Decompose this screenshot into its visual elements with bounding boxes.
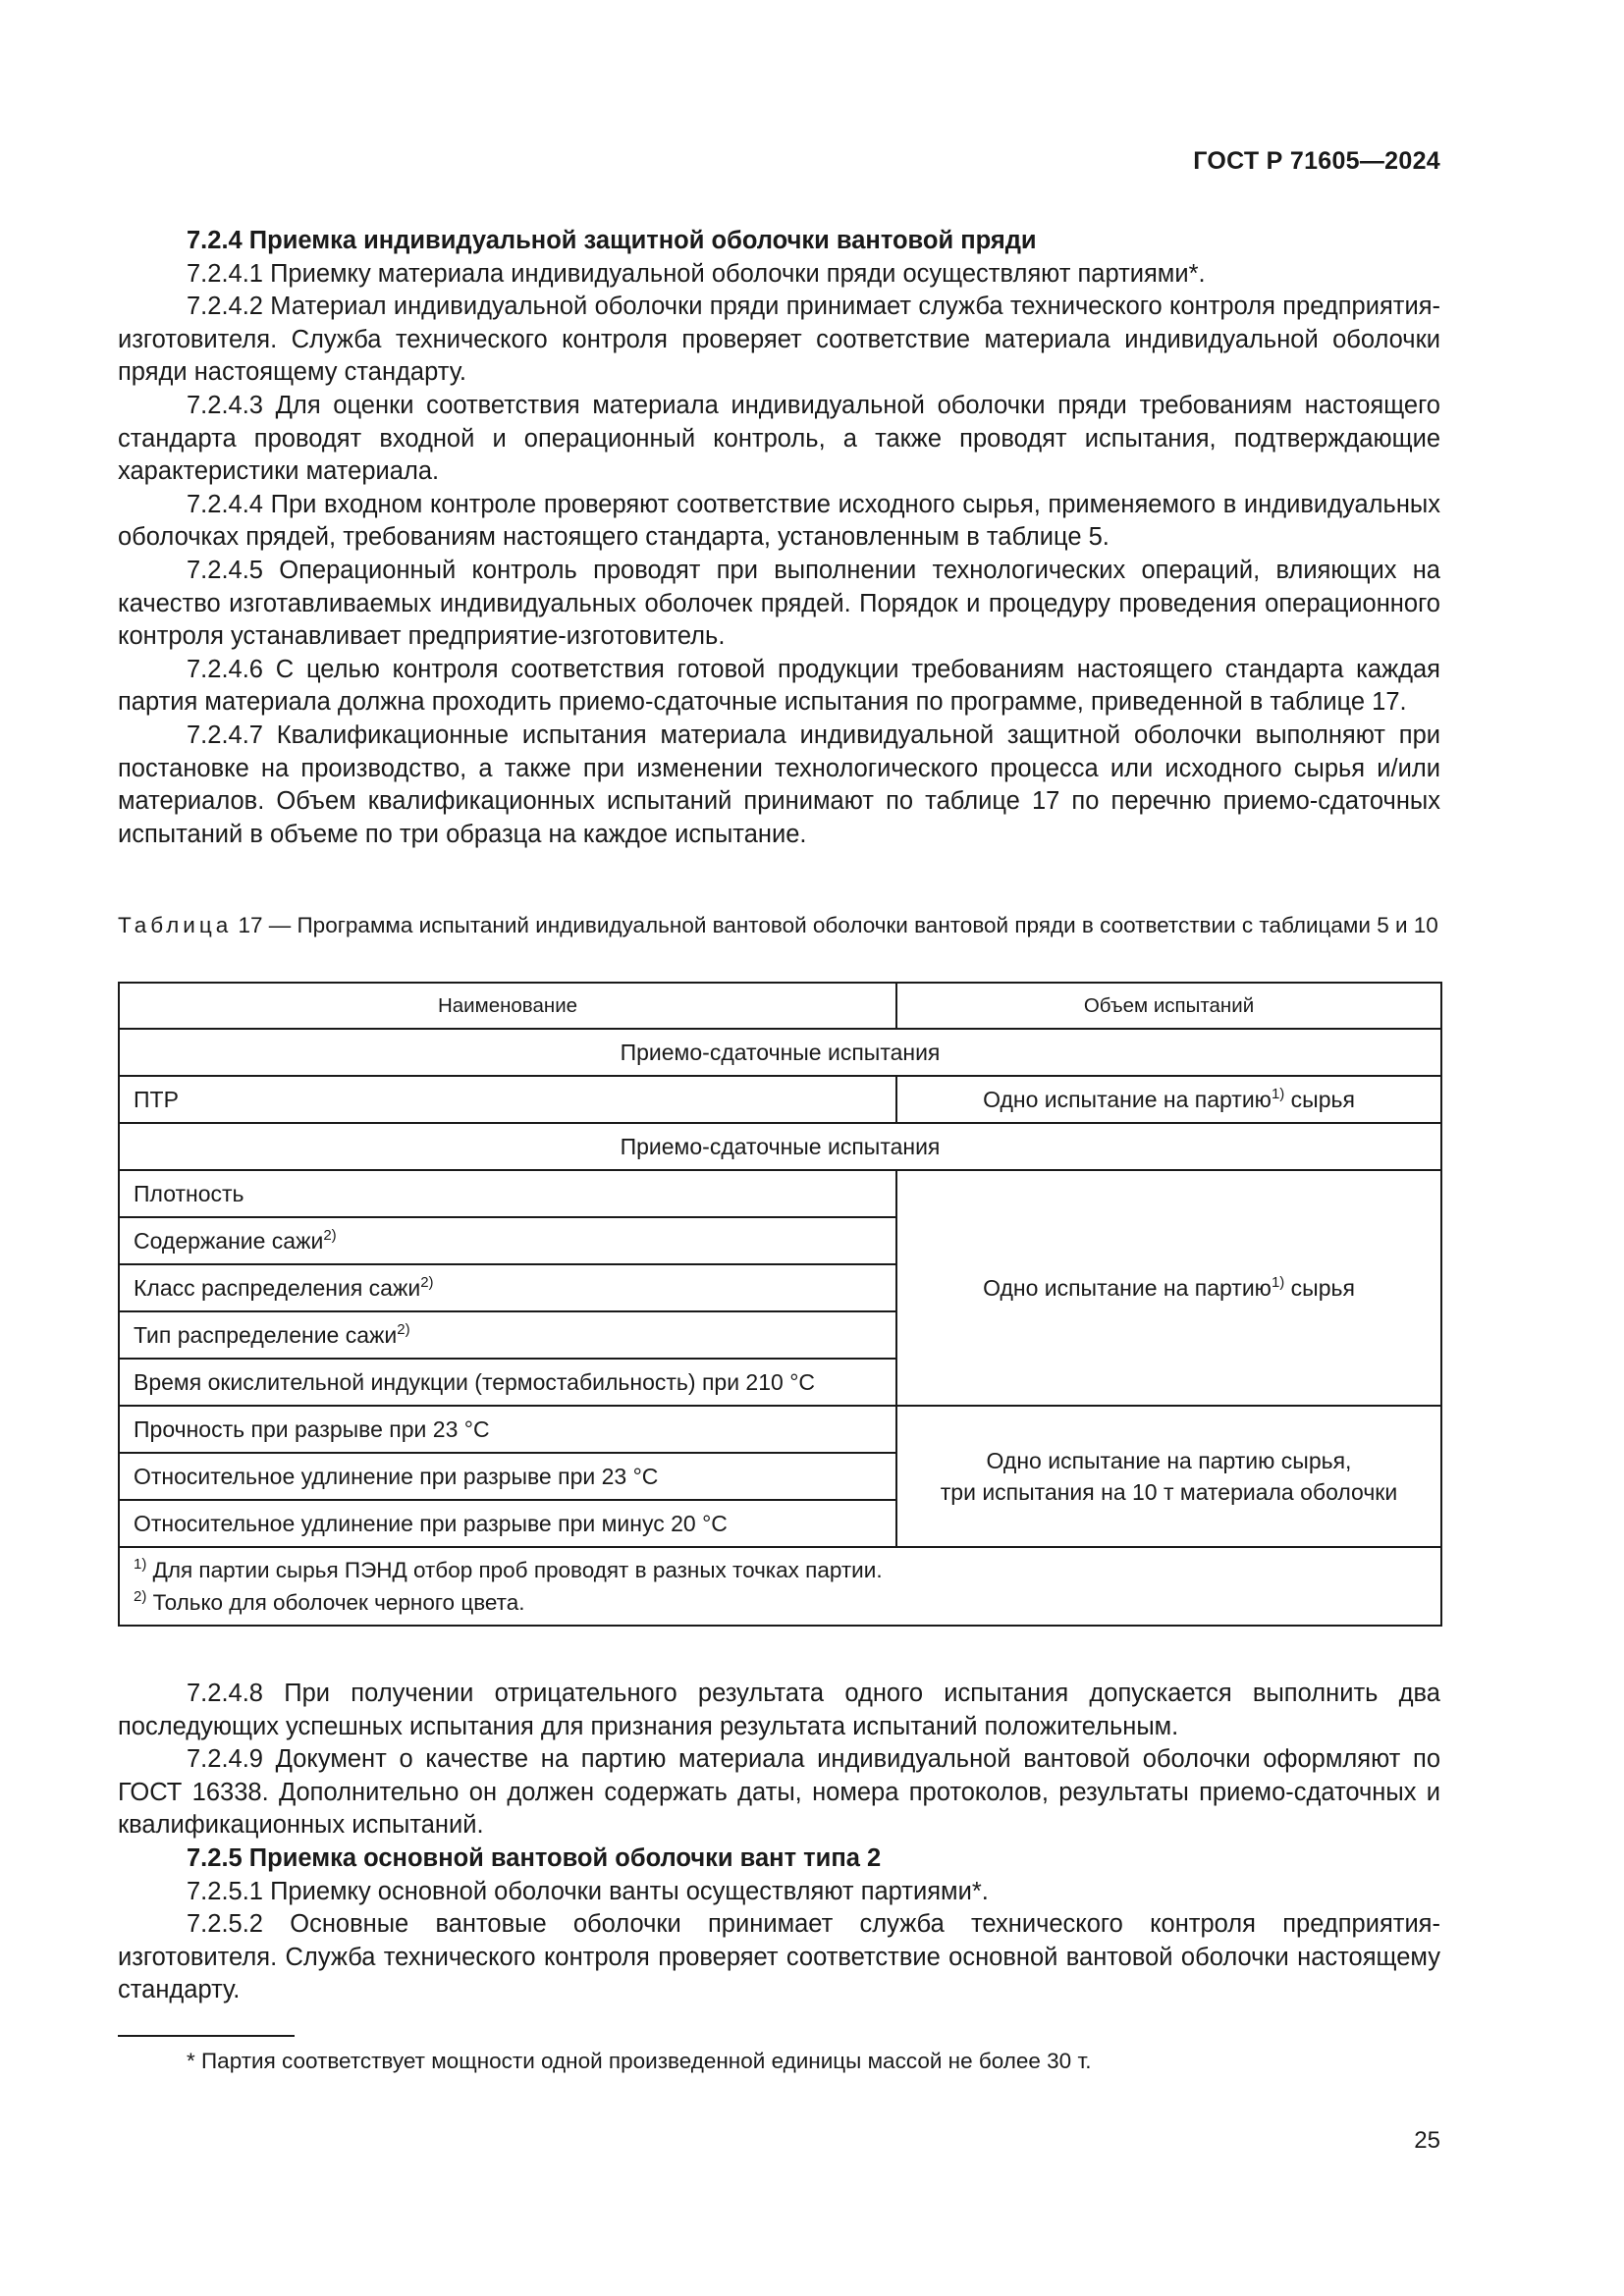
paragraph-7-2-5-2: 7.2.5.2 Основные вантовые оболочки принимает служба технического контроля предприятия-изготовителя. Служба технического контроля проверяет соответствие основной вантовой оболочки настоящему стандарту. — [118, 1910, 1440, 2004]
footnote-mark: 1) — [1271, 1085, 1285, 1102]
table-notes-row — [119, 1547, 1441, 1626]
test-name: Время окислительной индукции (термостабильность) при 210 °С — [119, 1359, 896, 1406]
test-name: Прочность при разрыве при 23 °С — [119, 1406, 896, 1453]
test-volume-group-a: Одно испытание на партию$^{1)}$ сырья — [896, 1170, 1441, 1406]
paragraph-7-2-4-6: 7.2.4.6 С целью контроля соответствия готовой продукции требованиям настоящего стандарта каждая партия материала должна проходить приемо-сдаточные испытания по программе, приведенной в таблице 17. — [118, 655, 1440, 717]
section-heading: 7.2.4 Приемка индивидуальной защитной оболочки вантовой пряди — [187, 227, 1037, 254]
section-title: Приемо-сдаточные испытания — [119, 1123, 1441, 1170]
test-name: Относительное удлинение при разрыве при 23 °С — [119, 1453, 896, 1500]
table-17 — [118, 982, 1442, 1627]
test-name: Тип распределение сажи$^{2)}$ — [119, 1311, 896, 1359]
table-section-row — [119, 1123, 1441, 1170]
section-title: Приемо-сдаточные испытания — [119, 1029, 1441, 1076]
table-caption-label: Таблица — [118, 913, 233, 937]
table-notes — [119, 1547, 1441, 1626]
paragraph-7-2-4-8: 7.2.4.8 При получении отрицательного результата одного испытания допускается выполнить два последующих успешных испытания для признания результата испытаний положительным. — [118, 1680, 1440, 1740]
paragraph-7-2-4-9: 7.2.4.9 Документ о качестве на партию материала индивидуальной вантовой оболочки оформляют по ГОСТ 16338. Дополнительно он должен содержать даты, номера протоколов, результаты приемо-сдаточных и квалификационных испытаний. — [118, 1745, 1440, 1840]
table-caption-text: 17 — Программа испытаний индивидуальной вантовой оболочки вантовой пряди в соответствии с таблицами 5 и 10 — [232, 913, 1438, 937]
test-volume: Одно испытание на партию$^{1)}$ сырья — [896, 1076, 1441, 1123]
footnote-mark: 2) — [420, 1273, 434, 1291]
table-note: $^{1)}$ Для партии сырья ПЭНД отбор проб проводят в разных точках партии. — [134, 1556, 883, 1582]
document-code-header: ГОСТ Р 71605—2024 — [1193, 147, 1440, 175]
test-name: Относительное удлинение при разрыве при минус 20 °С — [119, 1500, 896, 1547]
page-number: 25 — [1414, 2127, 1440, 2154]
section-continuation — [118, 1678, 1440, 2007]
page-footnote: * Партия соответствует мощности одной произведенной единицы массой не более 30 т. — [187, 2049, 1092, 2073]
paragraph-7-2-5-1: 7.2.5.1 Приемку основной оболочки ванты осуществляют партиями*. — [187, 1877, 989, 1905]
column-header-name: Наименование — [119, 983, 896, 1029]
paragraph-7-2-4-2: 7.2.4.2 Материал индивидуальной оболочки пряди принимает служба технического контроля предприятия-изготовителя. Служба технического контроля проверяет соответствие материала индивидуальной оболочки пряди настоящему стандарту. — [118, 293, 1440, 387]
table-note: $^{2)}$ Только для оболочек черного цвета. — [134, 1588, 525, 1615]
paragraph-7-2-4-7: 7.2.4.7 Квалификационные испытания материала индивидуальной защитной оболочки выполняют при постановке на производство, а также при изменении технологического процесса или исходного сырья и/или материалов. Объем квалификационных испытаний принимают по таблице 17 по перечню приемо-сдаточных испытаний в объеме по три образца на каждое испытание. — [118, 721, 1440, 848]
column-header-volume: Объем испытаний — [896, 983, 1441, 1029]
test-volume-group-b: Одно испытание на партию сырья, три испытания на 10 т материала оболочки — [896, 1406, 1441, 1547]
table-header-row — [119, 983, 1441, 1029]
test-name: ПТР — [119, 1076, 896, 1123]
paragraph-7-2-4-1: 7.2.4.1 Приемку материала индивидуальной оболочки пряди осуществляют партиями*. — [187, 259, 1206, 288]
paragraph-7-2-4-4: 7.2.4.4 При входном контроле проверяют соответствие исходного сырья, применяемого в индивидуальных оболочках прядей, требованиям настоящего стандарта, установленным в таблице 5. — [118, 490, 1440, 552]
test-name: Плотность — [119, 1170, 896, 1217]
footnote-mark: 1) — [1271, 1273, 1285, 1291]
footnote-mark: 1) — [134, 1556, 147, 1573]
test-name: Класс распределения сажи$^{2)}$ — [119, 1264, 896, 1311]
section-heading: 7.2.5 Приемка основной вантовой оболочки вант типа 2 — [187, 1843, 882, 1872]
table-caption — [118, 911, 1440, 939]
paragraph-7-2-4-5: 7.2.4.5 Операционный контроль проводят при выполнении технологических операций, влияющих на качество изготавливаемых индивидуальных оболочек прядей. Порядок и процедуру проведения операционного контроля устанавливает предприятие-изготовитель. — [118, 556, 1440, 651]
document-page — [118, 0, 1440, 2296]
test-name: Содержание сажи$^{2)}$ — [119, 1217, 896, 1264]
table-row — [119, 1170, 1441, 1217]
table-row — [119, 1406, 1441, 1453]
footnote-mark: 2) — [323, 1226, 337, 1244]
table-section-row — [119, 1029, 1441, 1076]
section-7-2-4 — [118, 225, 1440, 851]
footnote-mark: 2) — [397, 1320, 410, 1338]
paragraph-7-2-4-3: 7.2.4.3 Для оценки соответствия материала индивидуальной оболочки пряди требованиям настоящего стандарта проводят входной и операционный контроль, а также проводят испытания, подтверждающие характеристики материала. — [118, 391, 1440, 486]
footnote-mark: 2) — [134, 1588, 147, 1605]
table-row — [119, 1076, 1441, 1123]
footnote-divider — [118, 2035, 295, 2037]
